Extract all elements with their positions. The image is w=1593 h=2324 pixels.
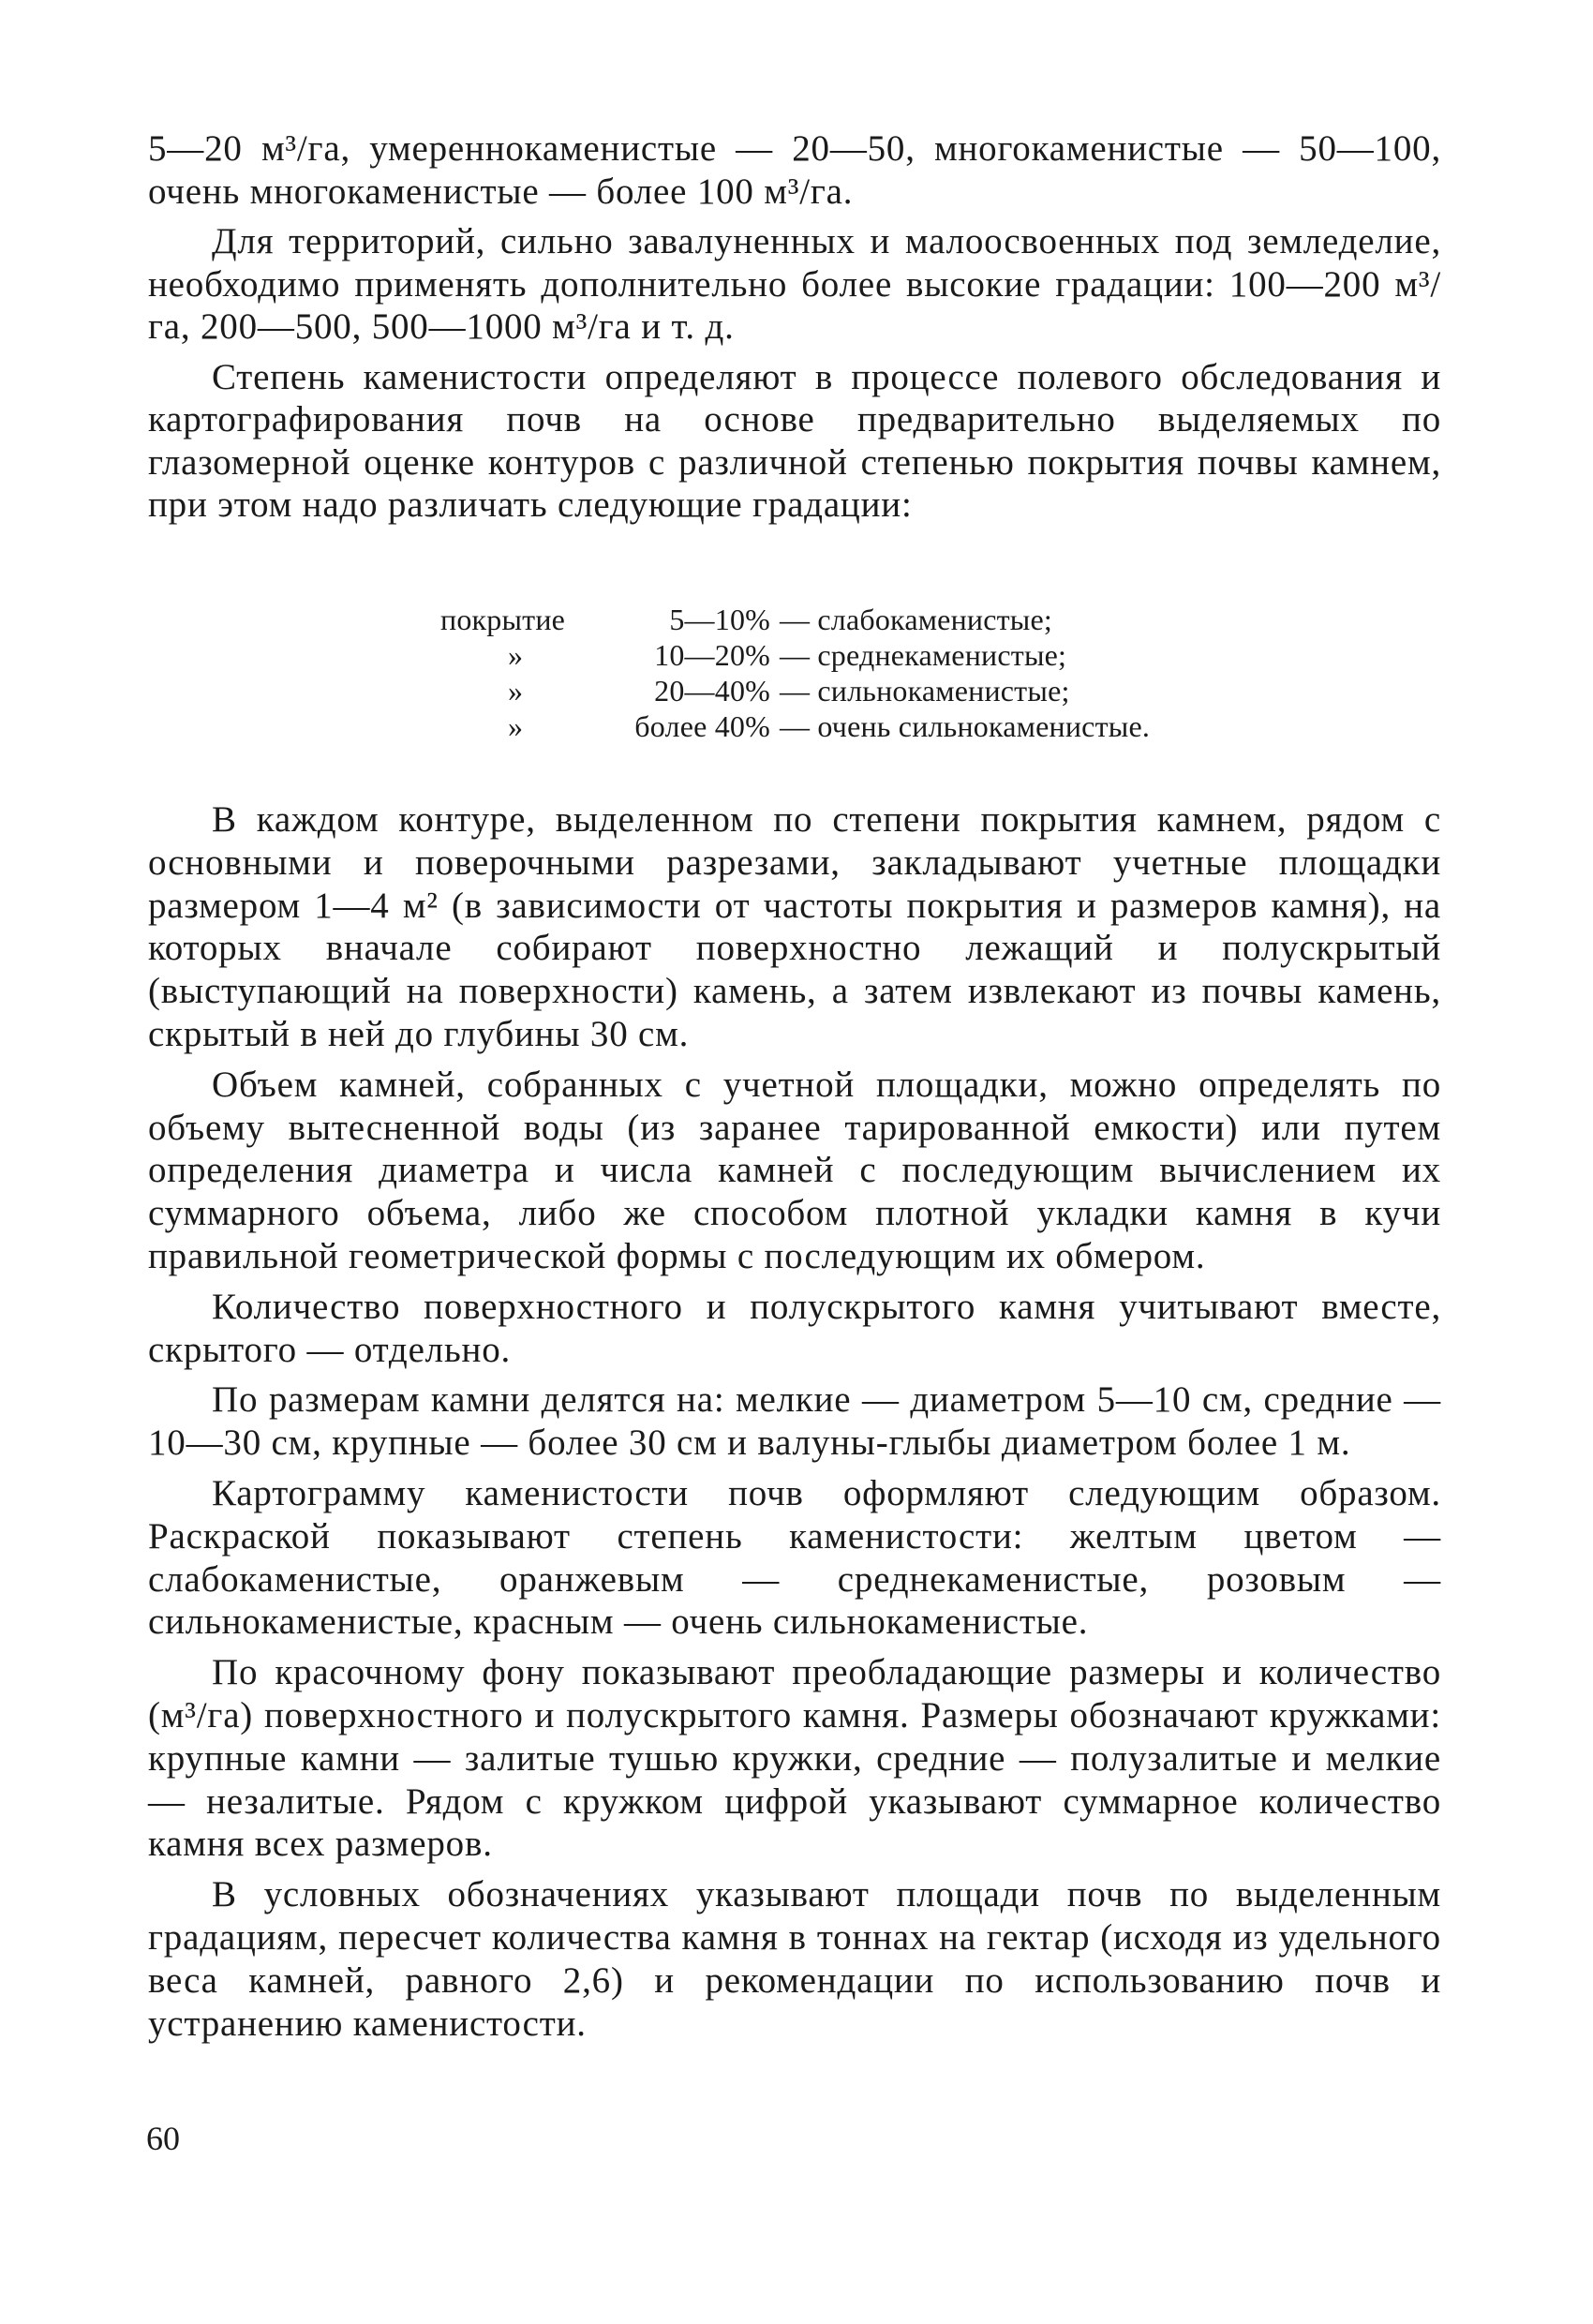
paragraph-continuation: 5—20 м³/га, умереннокаменистые — 20—50, многокаменистые — 50—100, очень многокаменистые — более 100 м³/га. xyxy=(148,128,1441,212)
page-number: 60 xyxy=(146,2120,180,2157)
grade-row xyxy=(440,673,1265,708)
grade-row xyxy=(440,637,1265,673)
grade-label: покрытие xyxy=(440,603,566,636)
grade-value: более 40% xyxy=(634,709,770,743)
stoniness-grades-list xyxy=(440,602,1265,744)
paragraph: Количество поверхностного и полускрытого камня учитывают вместе, скрытого — отдельно. xyxy=(148,1286,1441,1370)
paragraph: Объем камней, собранных с учетной площадки, можно определять по объему вытесненной воды (из заранее тарированной емкости) или путем определения диаметра и числа камней с последующим вычислением их суммарного объема, либо же способом плотной укладки камня в кучи правильной геометрической формы с последующим их обмером. xyxy=(148,1064,1441,1276)
paragraph: По красочному фону показывают преобладающие размеры и количество (м³/га) поверхностного и полускрытого камня. Размеры обозначают кружками: крупные камни — залитые тушью кружки, средние — полузалитые и мелкие — незалитые. Рядом с кружком цифрой указывают суммарное количество камня всех размеров. xyxy=(148,1652,1441,1865)
grade-value: 20—40% xyxy=(654,674,770,708)
paragraph: Степень каменистости определяют в процессе полевого обследования и картографирования почв на основе предварительно выделяемых по глазомерной оценке контуров с различной степенью покрытия почвы камнем, при этом надо различать следующие градации: xyxy=(148,356,1441,525)
grade-name: — среднекаменистые; xyxy=(780,638,1067,672)
grade-name: — слабокаменистые; xyxy=(780,603,1053,636)
grade-name: — очень сильнокаменистые. xyxy=(780,709,1151,743)
paragraph: Картограмму каменистости почв оформляют следующим образом. Раскраской показывают степень каменистости: желтым цветом — слабокаменистые, оранжевым — среднекаменистые, розовым — сильнокаменистые, красным — очень сильнокаменистые. xyxy=(148,1472,1441,1643)
paragraph: В каждом контуре, выделенном по степени покрытия камнем, рядом с основными и поверочными разрезами, закладывают учетные площадки размером 1—4 м² (в зависимости от частоты покрытия и размеров камня), на которых вначале собирают поверхностно лежащий и полускрытый (выступающий на поверхности) камень, а затем извлекают из почвы камень, скрытый в ней до глубины 30 см. xyxy=(148,799,1441,1054)
text-block-top xyxy=(148,127,1441,534)
ditto-mark: » xyxy=(508,674,524,708)
grade-row xyxy=(440,708,1265,744)
ditto-mark: » xyxy=(508,709,524,743)
ditto-mark: » xyxy=(508,638,524,672)
paragraph: По размерам камни делятся на: мелкие — диаметром 5—10 см, средние — 10—30 см, крупные — более 30 см и валуны-глыбы диаметром более 1 м. xyxy=(148,1379,1441,1464)
grade-name: — сильнокаменистые; xyxy=(780,674,1070,708)
grade-row xyxy=(440,602,1265,637)
grade-value: 5—10% xyxy=(669,603,770,636)
paragraph: В условных обозначениях указывают площади почв по выделенным градациям, пересчет количества камня в тоннах на гектар (исходя из удельного веса камней, равного 2,6) и рекомендации по использованию почв и устранению каменистости. xyxy=(148,1874,1441,2044)
paragraph: Для территорий, сильно завалуненных и малоосвоенных под земледелие, необходимо применять дополнительно более высокие градации: 100—200 м³/га, 200—500, 500—1000 м³/га и т. д. xyxy=(148,221,1441,347)
grade-value: 10—20% xyxy=(654,638,770,672)
text-block-bottom xyxy=(148,798,1441,2052)
